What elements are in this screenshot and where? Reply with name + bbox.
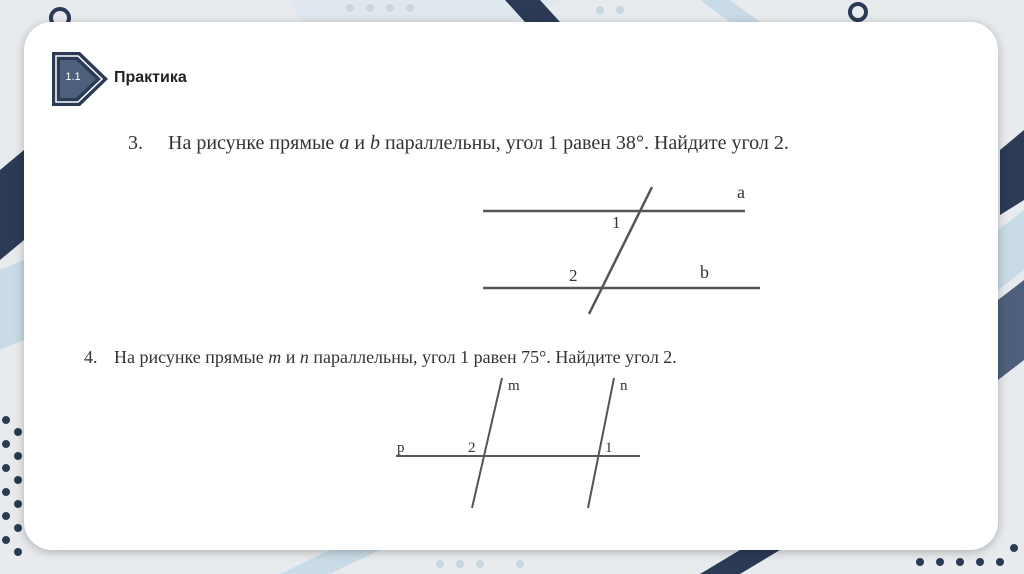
angle-1-label: 1 (612, 213, 621, 232)
problem-4-number: 4. (84, 347, 98, 367)
problem-3-var-a: a (339, 132, 350, 154)
problem-3-number: 3. (128, 132, 143, 154)
section-number: 1.1 (65, 71, 81, 83)
angle-1-label-4: 1 (605, 440, 613, 456)
label-b: b (700, 262, 709, 282)
figure-3 (483, 182, 760, 314)
problem-3-degree: ° (635, 132, 644, 154)
figure-4 (396, 378, 640, 508)
transversal-3 (589, 187, 652, 314)
problem-3-conj: и (349, 132, 371, 154)
problem-3-text-mid: параллельны, угол 1 равен 38 (380, 132, 636, 154)
problem-4-text-start: На рисунке прямые (114, 347, 269, 367)
problem-4-question: . Найдите угол 2. (546, 347, 677, 367)
line-m (472, 378, 502, 508)
problem-4-conj: и (281, 347, 300, 367)
label-p: p (397, 440, 405, 456)
label-m: m (508, 378, 520, 394)
problem-4-degree: ° (539, 347, 547, 367)
problem-3-var-b: b (370, 132, 381, 154)
angle-2-label-4: 2 (468, 440, 476, 456)
problem-4-var-n: n (299, 347, 309, 367)
problem-4-var-m: m (268, 347, 282, 367)
problem-3-question: . Найдите угол 2. (643, 132, 789, 154)
label-n: n (620, 378, 628, 394)
problem-4-text-mid: параллельны, угол 1 равен 75 (308, 347, 540, 367)
label-a: a (737, 182, 745, 202)
slide-title: Практика (114, 69, 187, 86)
problem-3-text-start: На рисунке прямые (168, 132, 340, 154)
angle-2-label: 2 (569, 266, 578, 285)
